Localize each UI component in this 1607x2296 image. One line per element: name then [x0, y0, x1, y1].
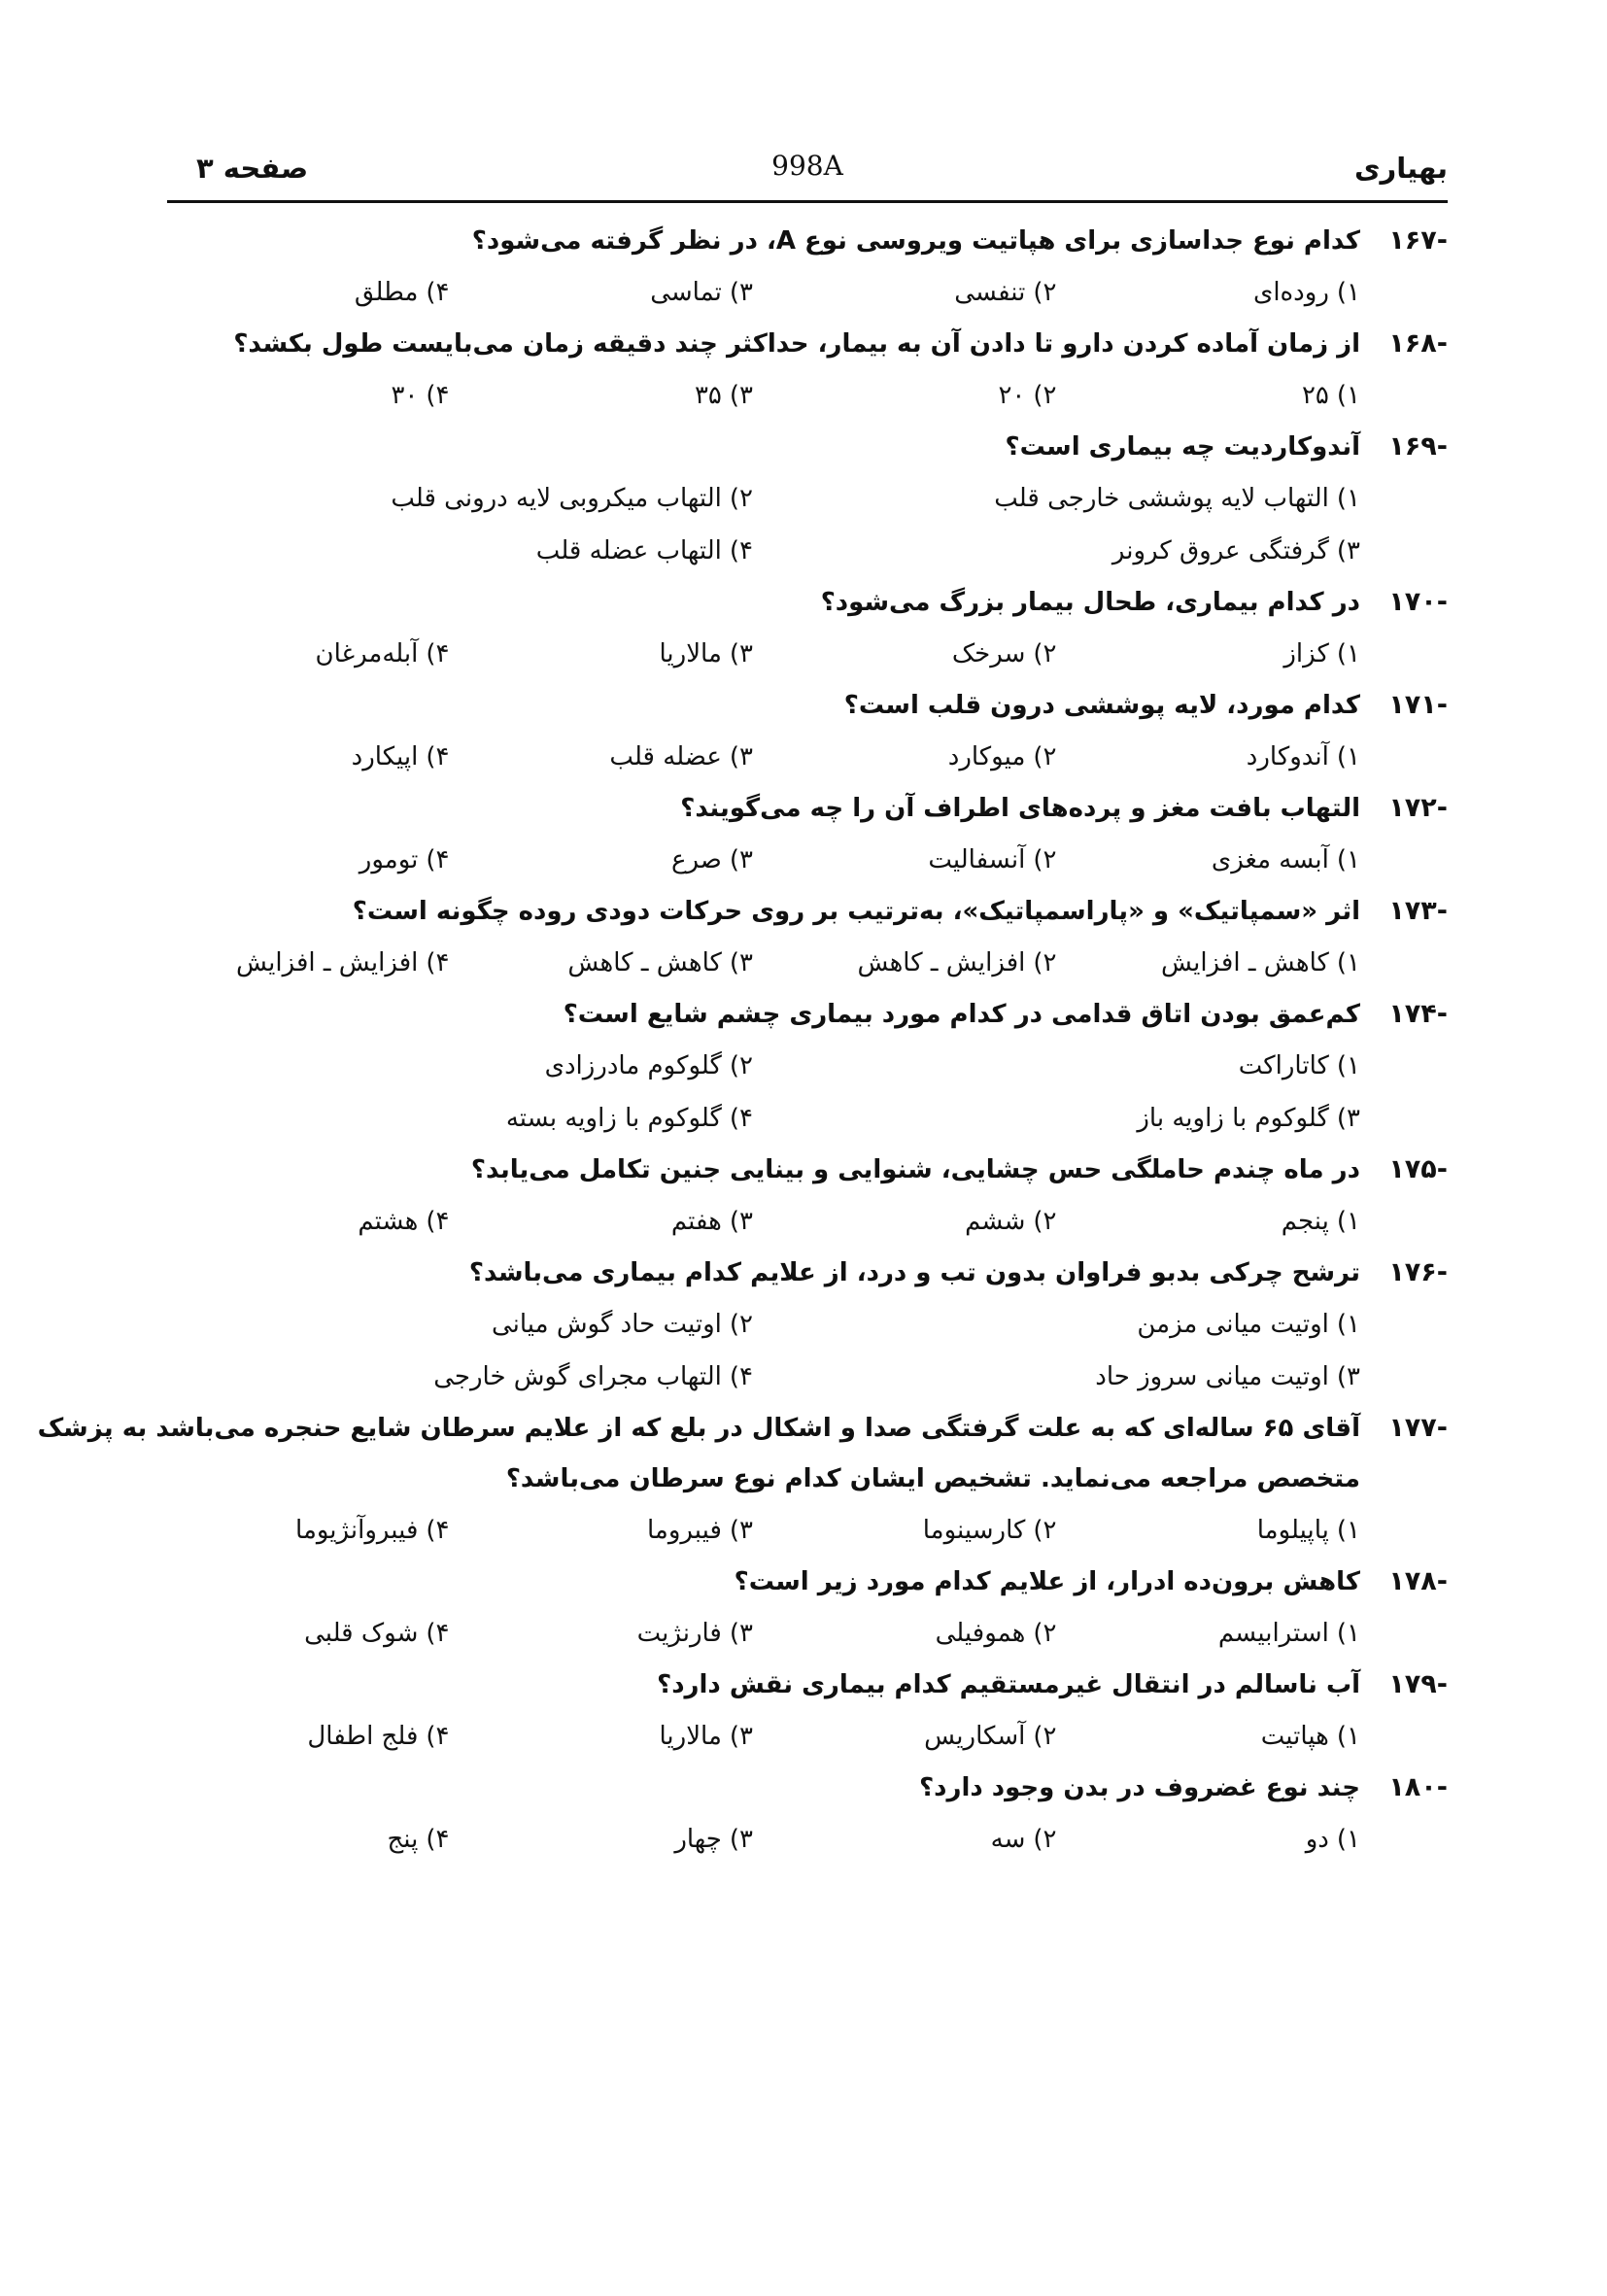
options — [146, 731, 1448, 783]
option-3[interactable] — [450, 1607, 754, 1660]
option-2[interactable] — [753, 834, 1057, 886]
option-number: ۳) — [729, 639, 753, 668]
option-number: ۳) — [1336, 1362, 1360, 1391]
option-text: التهاب عضله قلب — [535, 536, 722, 565]
option-3[interactable] — [450, 1710, 754, 1763]
option-text: فیبروما — [647, 1516, 722, 1545]
option-text: ۳۰ — [391, 381, 419, 410]
option-text: التهاب میکروبی لایه درونی قلب — [391, 484, 722, 513]
option-4[interactable] — [146, 1195, 450, 1248]
option-1[interactable] — [1057, 628, 1361, 680]
option-number: ۴) — [729, 1362, 753, 1391]
option-number: ۴) — [426, 1619, 450, 1648]
question-text: در ماه چندم حاملگی حس چشایی، شنوایی و بینایی جنین تکامل می‌یابد؟ — [470, 1155, 1360, 1184]
option-number: ۳) — [729, 948, 753, 977]
option-3[interactable] — [450, 266, 754, 319]
option-number: ۳) — [729, 1516, 753, 1545]
option-text: تماسی — [650, 278, 722, 307]
option-number: ۱) — [1336, 639, 1360, 668]
option-number: ۳) — [729, 1825, 753, 1854]
option-text: التهاب لایه پوششی خارجی قلب — [994, 484, 1329, 513]
option-text: کزاز — [1283, 639, 1329, 668]
options — [146, 1607, 1448, 1660]
option-2[interactable] — [753, 1607, 1057, 1660]
option-text: فیبروآنژیوما — [295, 1516, 419, 1545]
question-number: -۱۸۰ — [1388, 1772, 1448, 1802]
option-text: روده‌ای — [1252, 278, 1329, 307]
question-number: -۱۷۵ — [1388, 1154, 1448, 1184]
option-text: مالاریا — [659, 1722, 722, 1751]
option-1[interactable] — [1057, 834, 1361, 886]
option-text: اپیکارد — [351, 742, 419, 771]
option-text: چهار — [674, 1825, 722, 1854]
question-175 — [146, 1145, 1448, 1248]
question-number: -۱۷۸ — [1388, 1566, 1448, 1596]
question-list — [37, 216, 1448, 1866]
question-167 — [146, 216, 1448, 319]
option-number: ۴) — [426, 742, 450, 771]
option-number: ۱) — [1336, 742, 1360, 771]
option-number: ۱) — [1336, 278, 1360, 307]
option-3[interactable] — [450, 628, 754, 680]
option-number: ۲) — [1033, 845, 1057, 874]
option-number: ۳) — [729, 381, 753, 410]
option-text: افزایش ـ افزایش — [236, 948, 419, 977]
options-row-1 — [146, 472, 1448, 525]
exam-code: 998A — [771, 150, 843, 182]
option-number: ۴) — [426, 381, 450, 410]
options — [146, 937, 1448, 989]
option-1[interactable] — [1057, 1504, 1361, 1557]
option-text: آبله‌مرغان — [315, 639, 419, 668]
question-176 — [146, 1248, 1448, 1403]
question-text: چند نوع غضروف در بدن وجود دارد؟ — [919, 1773, 1360, 1802]
option-number: ۱) — [1336, 1051, 1360, 1080]
option-text: کاتاراکت — [1238, 1051, 1329, 1080]
option-4[interactable] — [146, 525, 753, 577]
option-2[interactable] — [753, 1504, 1057, 1557]
option-text: پاپیلوما — [1256, 1516, 1329, 1545]
option-1[interactable] — [1057, 731, 1361, 783]
option-4[interactable] — [146, 369, 450, 422]
option-text: شوک قلبی — [304, 1619, 419, 1648]
question-number: -۱۶۹ — [1388, 431, 1448, 462]
option-number: ۲) — [1033, 639, 1057, 668]
option-number: ۳) — [729, 278, 753, 307]
option-1[interactable] — [1057, 1195, 1361, 1248]
option-number: ۱) — [1336, 1825, 1360, 1854]
question-172 — [146, 783, 1448, 886]
option-number: ۱) — [1336, 1619, 1360, 1648]
option-number: ۱) — [1336, 1207, 1360, 1236]
option-2[interactable] — [753, 731, 1057, 783]
option-number: ۲) — [1033, 1207, 1057, 1236]
option-text: آنسفالیت — [928, 845, 1026, 874]
options — [146, 1195, 1448, 1248]
option-4[interactable] — [146, 1813, 450, 1866]
option-number: ۱) — [1336, 484, 1360, 513]
option-text: ششم — [965, 1207, 1026, 1236]
option-2[interactable] — [753, 1813, 1057, 1866]
option-number: ۲) — [729, 484, 753, 513]
option-text: اوتیت حاد گوش میانی — [491, 1310, 722, 1339]
option-text: اوتیت میانی سروز حاد — [1095, 1362, 1329, 1391]
option-text: سه — [990, 1825, 1026, 1854]
option-text: هپاتیت — [1260, 1722, 1329, 1751]
option-text: کاهش ـ افزایش — [1160, 948, 1329, 977]
option-4[interactable] — [146, 1710, 450, 1763]
option-number: ۲) — [1033, 1516, 1057, 1545]
option-4[interactable] — [146, 1504, 450, 1557]
option-text: هفتم — [670, 1207, 722, 1236]
option-4[interactable] — [146, 834, 450, 886]
option-number: ۱) — [1336, 1722, 1360, 1751]
option-4[interactable] — [146, 1092, 753, 1145]
option-number: ۴) — [729, 1104, 753, 1133]
question-number: -۱۷۴ — [1388, 999, 1448, 1029]
option-text: گلوکوم با زاویه بسته — [505, 1104, 722, 1133]
option-text: گلوکوم مادرزادی — [544, 1051, 722, 1080]
option-text: دو — [1305, 1825, 1329, 1854]
option-text: میوکارد — [947, 742, 1026, 771]
option-1[interactable] — [753, 1298, 1360, 1351]
option-text: هشتم — [358, 1207, 419, 1236]
option-text: ۲۵ — [1301, 381, 1329, 410]
option-text: پنجم — [1281, 1207, 1329, 1236]
question-180 — [146, 1763, 1448, 1866]
option-number: ۱) — [1336, 1516, 1360, 1545]
option-1[interactable] — [1057, 937, 1361, 989]
question-text: التهاب بافت مغز و پرده‌های اطراف آن را چه می‌گویند؟ — [680, 794, 1360, 823]
option-number: ۳) — [1336, 1104, 1360, 1133]
question-text: آب ناسالم در انتقال غیرمستقیم کدام بیماری نقش دارد؟ — [657, 1670, 1360, 1699]
option-2[interactable] — [146, 1040, 753, 1092]
page-number: صفحه ۳ — [196, 152, 309, 185]
option-1[interactable] — [753, 1040, 1360, 1092]
options-row-2 — [146, 525, 1448, 577]
option-text: فارنژیت — [636, 1619, 722, 1648]
option-1[interactable] — [1057, 1710, 1361, 1763]
options — [146, 628, 1448, 680]
option-text: آبسه مغزی — [1211, 845, 1329, 874]
option-2[interactable] — [753, 266, 1057, 319]
option-3[interactable] — [450, 1504, 754, 1557]
option-number: ۱) — [1336, 381, 1360, 410]
option-3[interactable] — [753, 525, 1360, 577]
option-number: ۴) — [426, 1825, 450, 1854]
option-number: ۳) — [729, 1619, 753, 1648]
question-number: -۱۷۰ — [1388, 587, 1448, 617]
options-row-1 — [146, 1298, 1448, 1351]
question-text: اثر «سمپاتیک» و «پاراسمپاتیک»، به‌ترتیب بر روی حرکات دودی روده چگونه است؟ — [352, 897, 1360, 926]
option-1[interactable] — [1057, 1607, 1361, 1660]
option-number: ۳) — [729, 1722, 753, 1751]
subject-title: بهیاری — [1353, 152, 1448, 185]
option-3[interactable] — [753, 1351, 1360, 1403]
option-text: افزایش ـ کاهش — [857, 948, 1026, 977]
question-170 — [146, 577, 1448, 680]
option-text: ۳۵ — [694, 381, 722, 410]
question-number: -۱۷۷ — [1388, 1413, 1448, 1443]
option-number: ۱) — [1336, 1310, 1360, 1339]
options — [146, 1813, 1448, 1866]
option-3[interactable] — [450, 369, 754, 422]
question-number: -۱۷۹ — [1388, 1669, 1448, 1699]
option-1[interactable] — [1057, 369, 1361, 422]
question-text: از زمان آماده کردن دارو تا دادن آن به بیمار، حداکثر چند دقیقه زمان می‌بایست طول بکشد؟ — [233, 329, 1360, 359]
option-number: ۲) — [729, 1051, 753, 1080]
question-text-continued: متخصص مراجعه می‌نماید. تشخیص ایشان کدام نوع سرطان می‌باشد؟ — [505, 1464, 1360, 1493]
question-169 — [146, 422, 1448, 577]
options-row-2 — [146, 1351, 1448, 1403]
option-number: ۴) — [729, 536, 753, 565]
option-text: کارسینوما — [922, 1516, 1026, 1545]
option-text: آسکاریس — [924, 1722, 1026, 1751]
option-text: گرفتگی عروق کرونر — [1111, 536, 1329, 565]
option-text: سرخک — [951, 639, 1026, 668]
option-number: ۲) — [1033, 1619, 1057, 1648]
option-text: هموفیلی — [935, 1619, 1026, 1648]
option-3[interactable] — [450, 1195, 754, 1248]
option-4[interactable] — [146, 1607, 450, 1660]
question-number: -۱۷۶ — [1388, 1257, 1448, 1287]
question-text: کدام نوع جداسازی برای هپاتیت ویروسی نوع A، در نظر گرفته می‌شود؟ — [471, 226, 1360, 256]
question-number: -۱۶۸ — [1388, 328, 1448, 359]
option-number: ۳) — [1336, 536, 1360, 565]
option-text: مطلق — [354, 278, 419, 307]
option-3[interactable] — [450, 834, 754, 886]
option-number: ۴) — [426, 948, 450, 977]
question-174 — [146, 989, 1448, 1145]
question-text: در کدام بیماری، طحال بیمار بزرگ می‌شود؟ — [820, 588, 1360, 617]
option-number: ۱) — [1336, 948, 1360, 977]
option-4[interactable] — [146, 628, 450, 680]
question-171 — [146, 680, 1448, 783]
option-2[interactable] — [146, 472, 753, 525]
question-text: ترشح چرکی بدبو فراوان بدون تب و درد، از علایم کدام بیماری می‌باشد؟ — [468, 1258, 1360, 1287]
options — [146, 834, 1448, 886]
option-number: ۴) — [426, 1207, 450, 1236]
option-2[interactable] — [753, 1710, 1057, 1763]
option-4[interactable] — [146, 731, 450, 783]
option-text: عضله قلب — [609, 742, 722, 771]
question-173 — [146, 886, 1448, 989]
option-text: تنفسی — [954, 278, 1026, 307]
option-2[interactable] — [146, 1298, 753, 1351]
option-4[interactable] — [146, 1351, 753, 1403]
header-divider — [167, 200, 1448, 203]
question-177 — [37, 1403, 1448, 1557]
option-number: ۱) — [1336, 845, 1360, 874]
option-3[interactable] — [450, 1813, 754, 1866]
option-2[interactable] — [753, 628, 1057, 680]
option-text: آندوکارد — [1246, 742, 1329, 771]
options — [146, 266, 1448, 319]
option-text: کاهش ـ کاهش — [567, 948, 722, 977]
question-179 — [146, 1660, 1448, 1763]
option-number: ۲) — [1033, 278, 1057, 307]
option-3[interactable] — [753, 1092, 1360, 1145]
option-text: استرابیسم — [1217, 1619, 1329, 1648]
option-2[interactable] — [753, 1195, 1057, 1248]
option-text: اوتیت میانی مزمن — [1137, 1310, 1329, 1339]
option-3[interactable] — [450, 731, 754, 783]
option-number: ۴) — [426, 1516, 450, 1545]
option-number: ۲) — [1033, 742, 1057, 771]
question-number: -۱۷۳ — [1388, 896, 1448, 926]
question-number: -۱۷۲ — [1388, 793, 1448, 823]
option-text: صرع — [670, 845, 722, 874]
option-text: مالاریا — [659, 639, 722, 668]
options — [146, 1710, 1448, 1763]
options — [146, 369, 1448, 422]
option-1[interactable] — [1057, 266, 1361, 319]
question-number: -۱۶۷ — [1388, 225, 1448, 256]
option-number: ۴) — [426, 845, 450, 874]
option-text: فلج اطفال — [307, 1722, 419, 1751]
options — [146, 1504, 1448, 1557]
question-number: -۱۷۱ — [1388, 690, 1448, 720]
question-168 — [146, 319, 1448, 422]
option-text: پنج — [387, 1825, 419, 1854]
question-text: آقای ۶۵ ساله‌ای که به علت گرفتگی صدا و اشکال در بلع که از علایم سرطان شایع حنجره می‌باشد به پزشک — [37, 1414, 1360, 1443]
question-text: آندوکاردیت چه بیماری است؟ — [1005, 432, 1360, 462]
option-4[interactable] — [146, 266, 450, 319]
option-1[interactable] — [1057, 1813, 1361, 1866]
option-number: ۴) — [426, 639, 450, 668]
option-text: ۲۰ — [998, 381, 1026, 410]
option-number: ۳) — [729, 742, 753, 771]
option-2[interactable] — [753, 369, 1057, 422]
option-text: گلوکوم با زاویه باز — [1137, 1104, 1329, 1133]
option-number: ۲) — [1033, 1825, 1057, 1854]
option-number: ۲) — [729, 1310, 753, 1339]
option-3[interactable] — [450, 937, 754, 989]
options-row-1 — [146, 1040, 1448, 1092]
option-number: ۳) — [729, 1207, 753, 1236]
option-1[interactable] — [753, 472, 1360, 525]
option-text: التهاب مجرای گوش خارجی — [433, 1362, 722, 1391]
option-text: تومور — [359, 845, 419, 874]
option-number: ۲) — [1033, 948, 1057, 977]
option-number: ۴) — [426, 278, 450, 307]
question-text: کدام مورد، لایه پوششی درون قلب است؟ — [843, 691, 1360, 720]
option-2[interactable] — [753, 937, 1057, 989]
option-number: ۳) — [729, 845, 753, 874]
option-4[interactable] — [146, 937, 450, 989]
option-number: ۲) — [1033, 1722, 1057, 1751]
question-178 — [146, 1557, 1448, 1660]
option-number: ۲) — [1033, 381, 1057, 410]
option-number: ۴) — [426, 1722, 450, 1751]
question-text: کم‌عمق بودن اتاق قدامی در کدام مورد بیماری چشم شایع است؟ — [563, 1000, 1360, 1029]
options-row-2 — [146, 1092, 1448, 1145]
question-text: کاهش برون‌ده ادرار، از علایم کدام مورد زیر است؟ — [734, 1567, 1360, 1596]
page-header — [167, 146, 1448, 196]
